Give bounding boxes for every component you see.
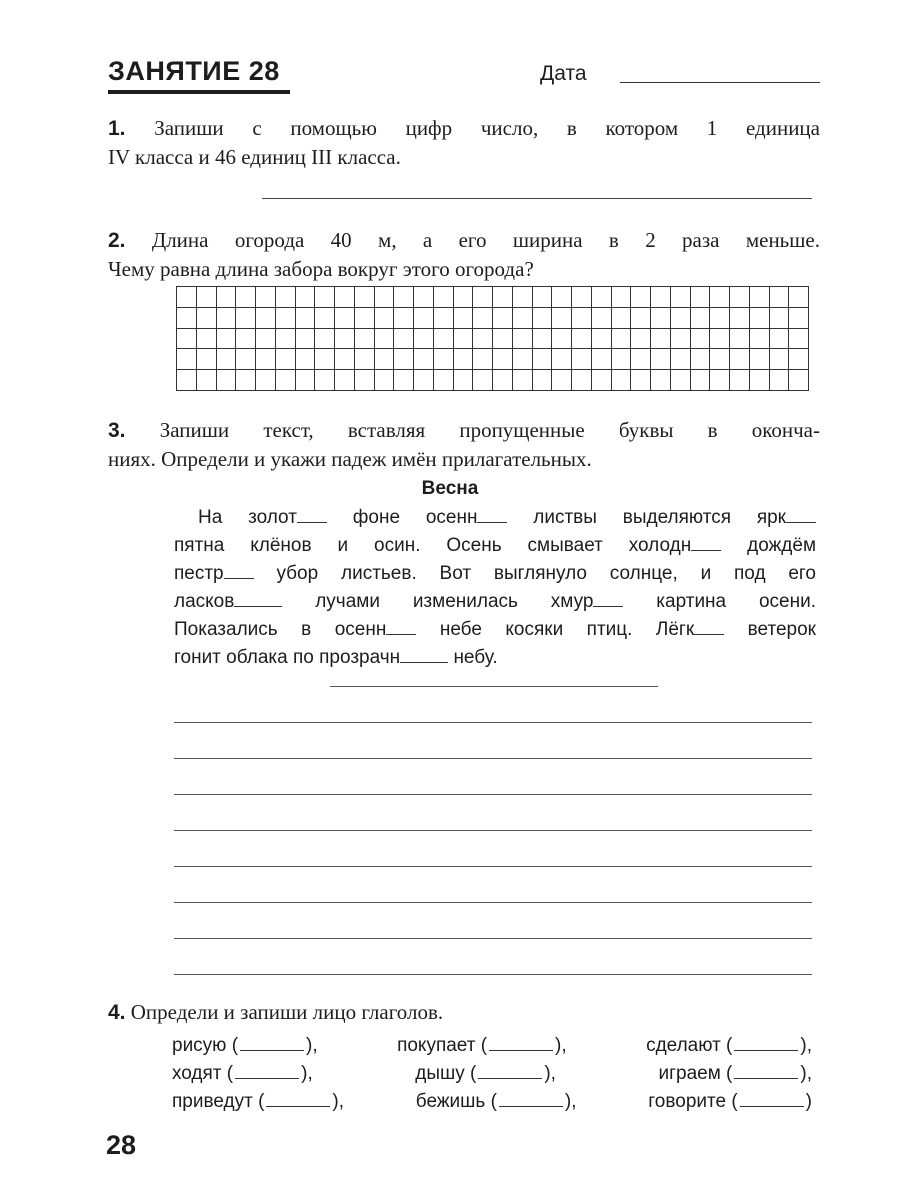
grid-cell[interactable] xyxy=(414,370,434,391)
writing-line[interactable] xyxy=(174,794,812,795)
verb-word: ходят xyxy=(172,1063,222,1084)
grid-cell[interactable] xyxy=(671,349,691,370)
grid-cell[interactable] xyxy=(315,308,335,329)
grid-cell[interactable] xyxy=(691,329,711,350)
writing-line[interactable] xyxy=(174,830,812,831)
person-blank[interactable] xyxy=(240,1050,304,1051)
grid-cell[interactable] xyxy=(296,308,316,329)
grid-cell[interactable] xyxy=(592,370,612,391)
grid-cell[interactable] xyxy=(770,287,790,308)
grid-cell[interactable] xyxy=(335,329,355,350)
grid-cell[interactable] xyxy=(434,308,454,329)
grid-cell[interactable] xyxy=(671,329,691,350)
writing-line[interactable] xyxy=(174,722,812,723)
letter-blank[interactable] xyxy=(694,634,724,635)
grid-cell[interactable] xyxy=(631,308,651,329)
grid-cell[interactable] xyxy=(750,349,770,370)
letter-blank[interactable] xyxy=(400,662,448,663)
grid-cell[interactable] xyxy=(710,370,730,391)
grid-cell[interactable] xyxy=(552,308,572,329)
task-4-number: 4. xyxy=(108,1001,126,1024)
grid-cell[interactable] xyxy=(730,349,750,370)
grid-cell[interactable] xyxy=(197,349,217,370)
person-blank[interactable] xyxy=(235,1078,299,1079)
grid-cell[interactable] xyxy=(315,370,335,391)
grid-cell[interactable] xyxy=(572,287,592,308)
grid-cell[interactable] xyxy=(770,308,790,329)
verb-item: дышу ( ), xyxy=(415,1063,556,1084)
story-line-4 xyxy=(174,588,816,616)
grid-cell[interactable] xyxy=(473,308,493,329)
grid-cell[interactable] xyxy=(592,287,612,308)
grid-cell[interactable] xyxy=(276,370,296,391)
date-input-line[interactable] xyxy=(620,82,820,83)
grid-cell[interactable] xyxy=(236,329,256,350)
grid-cell[interactable] xyxy=(513,329,533,350)
letter-blank[interactable] xyxy=(593,606,623,607)
grid-cell[interactable] xyxy=(552,370,572,391)
writing-line[interactable] xyxy=(174,902,812,903)
grid-cell[interactable] xyxy=(315,349,335,370)
grid-cell[interactable] xyxy=(572,370,592,391)
task-3-text-1: Запиши текст, вставляя пропущенные буквы в оконча- xyxy=(159,418,821,442)
verb-table xyxy=(172,1032,812,1116)
verb-word: дышу xyxy=(415,1063,465,1084)
grid-cell[interactable] xyxy=(276,308,296,329)
story-line-5 xyxy=(174,616,816,644)
grid-cell[interactable] xyxy=(375,329,395,350)
grid-cell[interactable] xyxy=(434,370,454,391)
grid-cell[interactable] xyxy=(651,308,671,329)
story-title: Весна xyxy=(421,478,479,499)
grid-cell[interactable] xyxy=(434,287,454,308)
grid-cell[interactable] xyxy=(513,349,533,370)
writing-title-line[interactable] xyxy=(330,686,658,687)
grid-cell[interactable] xyxy=(335,370,355,391)
grid-cell[interactable] xyxy=(217,287,237,308)
letter-blank[interactable] xyxy=(386,634,416,635)
story-fragment: пятна клёнов и осин. Осень смывает холодн xyxy=(174,535,692,556)
grid-cell[interactable] xyxy=(473,329,493,350)
grid-cell[interactable] xyxy=(730,308,750,329)
grid-cell[interactable] xyxy=(691,370,711,391)
story-fragment: фоне осенн xyxy=(352,507,478,528)
grid-cell[interactable] xyxy=(375,287,395,308)
person-blank[interactable] xyxy=(499,1106,563,1107)
grid-cell[interactable] xyxy=(770,349,790,370)
letter-blank[interactable] xyxy=(234,606,282,607)
story-fragment: небу. xyxy=(453,647,498,668)
task-3-line-1 xyxy=(108,416,820,445)
grid-cell[interactable] xyxy=(236,370,256,391)
person-blank[interactable] xyxy=(734,1078,798,1079)
grid-cell[interactable] xyxy=(770,370,790,391)
grid-cell[interactable] xyxy=(394,349,414,370)
grid-cell[interactable] xyxy=(671,287,691,308)
task-4 xyxy=(108,998,820,1027)
story-fragment: листвы выделяются ярк xyxy=(533,507,786,528)
grid-cell[interactable] xyxy=(296,287,316,308)
task-4-line-1 xyxy=(108,998,820,1027)
grid-cell[interactable] xyxy=(710,308,730,329)
story-fragment: пестр xyxy=(174,563,224,584)
grid-cell[interactable] xyxy=(612,308,632,329)
grid-cell[interactable] xyxy=(513,370,533,391)
grid-cell[interactable] xyxy=(789,370,809,391)
grid-cell[interactable] xyxy=(651,329,671,350)
grid-cell[interactable] xyxy=(533,349,553,370)
grid-cell[interactable] xyxy=(414,308,434,329)
grid-cell[interactable] xyxy=(197,329,217,350)
grid-cell[interactable] xyxy=(296,370,316,391)
grid-cell[interactable] xyxy=(513,308,533,329)
grid-cell[interactable] xyxy=(493,287,513,308)
story-fragment: ветерок xyxy=(747,619,816,640)
writing-line[interactable] xyxy=(174,758,812,759)
story-fragment: гонит облака по прозрачн xyxy=(174,647,401,668)
grid-cell[interactable] xyxy=(177,370,197,391)
verb-item: рисую ( ), xyxy=(172,1035,318,1056)
grid-cell[interactable] xyxy=(493,370,513,391)
grid-cell[interactable] xyxy=(335,287,355,308)
grid-cell[interactable] xyxy=(256,370,276,391)
grid-cell[interactable] xyxy=(710,349,730,370)
task-1-line-1 xyxy=(108,114,820,143)
grid-cell[interactable] xyxy=(414,349,434,370)
lesson-title: ЗАНЯТИЕ 28 xyxy=(108,56,280,86)
grid-cell[interactable] xyxy=(454,349,474,370)
grid-cell[interactable] xyxy=(710,329,730,350)
grid-cell[interactable] xyxy=(177,349,197,370)
verb-item: бежишь ( ), xyxy=(415,1091,577,1112)
letter-blank[interactable] xyxy=(297,522,327,523)
grid-cell[interactable] xyxy=(414,329,434,350)
grid-cell[interactable] xyxy=(236,308,256,329)
grid-cell[interactable] xyxy=(789,308,809,329)
verb-item: покупает ( ), xyxy=(397,1035,567,1056)
grid-cell[interactable] xyxy=(533,308,553,329)
grid-cell[interactable] xyxy=(493,349,513,370)
grid-cell[interactable] xyxy=(454,370,474,391)
story-fragment: ласков xyxy=(174,591,235,612)
writing-line[interactable] xyxy=(174,974,812,975)
date-label: Дата xyxy=(540,62,587,85)
story-line-1 xyxy=(174,504,816,532)
grid-cell[interactable] xyxy=(256,349,276,370)
grid-cell[interactable] xyxy=(493,308,513,329)
story-line-2 xyxy=(174,532,816,560)
grid-cell[interactable] xyxy=(552,329,572,350)
grid-cell[interactable] xyxy=(315,287,335,308)
verb-item: говорите ( ) xyxy=(648,1091,812,1112)
letter-blank[interactable] xyxy=(477,522,507,523)
grid-cell[interactable] xyxy=(177,308,197,329)
grid-cell[interactable] xyxy=(276,329,296,350)
grid-cell[interactable] xyxy=(197,370,217,391)
person-blank[interactable] xyxy=(489,1050,553,1051)
grid-cell[interactable] xyxy=(612,370,632,391)
person-blank[interactable] xyxy=(734,1050,798,1051)
grid-cell[interactable] xyxy=(375,349,395,370)
grid-cell[interactable] xyxy=(473,349,493,370)
story-line-3 xyxy=(174,560,816,588)
grid-cell[interactable] xyxy=(197,287,217,308)
verb-word: бежишь xyxy=(415,1091,486,1112)
grid-cell[interactable] xyxy=(355,370,375,391)
grid-cell[interactable] xyxy=(434,329,454,350)
story-fragment: картина осени. xyxy=(656,591,817,612)
grid-cell[interactable] xyxy=(473,370,493,391)
verb-word: говорите xyxy=(648,1091,727,1112)
grid-cell[interactable] xyxy=(533,329,553,350)
task-1 xyxy=(108,114,820,171)
task-4-text-1: Определи и запиши лицо глаголов. xyxy=(130,1000,444,1024)
grid-cell[interactable] xyxy=(631,349,651,370)
grid-cell[interactable] xyxy=(493,329,513,350)
grid-cell[interactable] xyxy=(770,329,790,350)
page-number: 28 xyxy=(106,1130,137,1160)
grid-cell[interactable] xyxy=(572,349,592,370)
grid-cell[interactable] xyxy=(276,349,296,370)
grid-cell[interactable] xyxy=(236,349,256,370)
verb-word: приведут xyxy=(172,1091,253,1112)
grid-cell[interactable] xyxy=(394,329,414,350)
grid-cell[interactable] xyxy=(533,287,553,308)
task-2-text-1: Длина огорода 40 м, а его ширина в 2 раза меньше. xyxy=(151,228,821,252)
grid-cell[interactable] xyxy=(414,287,434,308)
grid-cell[interactable] xyxy=(710,287,730,308)
grid-cell[interactable] xyxy=(651,349,671,370)
task-2-line-1 xyxy=(108,226,820,255)
grid-cell[interactable] xyxy=(592,349,612,370)
verb-word: играем xyxy=(658,1063,721,1084)
grid-cell[interactable] xyxy=(473,287,493,308)
grid-cell[interactable] xyxy=(651,370,671,391)
grid-cell[interactable] xyxy=(513,287,533,308)
grid-cell[interactable] xyxy=(730,287,750,308)
story-fragment: лучами изменилась хмур xyxy=(315,591,594,612)
grid-cell[interactable] xyxy=(592,308,612,329)
story-text xyxy=(174,504,816,672)
verb-word: сделают xyxy=(646,1035,721,1056)
writing-line[interactable] xyxy=(174,866,812,867)
grid-cell[interactable] xyxy=(552,349,572,370)
grid-cell[interactable] xyxy=(296,349,316,370)
grid-cell[interactable] xyxy=(631,370,651,391)
grid-cell[interactable] xyxy=(750,287,770,308)
task-1-number: 1. xyxy=(108,117,126,140)
grid-cell[interactable] xyxy=(454,287,474,308)
person-blank[interactable] xyxy=(478,1078,542,1079)
story-fragment: дождём xyxy=(747,535,817,556)
verb-item: сделают ( ), xyxy=(646,1035,812,1056)
grid-cell[interactable] xyxy=(750,308,770,329)
grid-cell[interactable] xyxy=(276,287,296,308)
person-blank[interactable] xyxy=(266,1106,330,1107)
grid-cell[interactable] xyxy=(592,329,612,350)
grid-cell[interactable] xyxy=(730,329,750,350)
grid-cell[interactable] xyxy=(355,287,375,308)
verb-row-3 xyxy=(172,1088,812,1116)
grid-cell[interactable] xyxy=(789,329,809,350)
task-1-answer-line[interactable] xyxy=(262,198,812,199)
verb-word: рисую xyxy=(172,1035,227,1056)
task-2-number: 2. xyxy=(108,229,126,252)
grid-cell[interactable] xyxy=(375,370,395,391)
grid-cell[interactable] xyxy=(631,329,651,350)
grid-cell[interactable] xyxy=(197,308,217,329)
grid-cell[interactable] xyxy=(434,349,454,370)
grid-cell[interactable] xyxy=(355,308,375,329)
grid-cell[interactable] xyxy=(671,308,691,329)
grid-cell[interactable] xyxy=(256,308,276,329)
page-header xyxy=(108,50,820,100)
story-fragment: Показались в осенн xyxy=(174,619,387,640)
grid-cell[interactable] xyxy=(394,308,414,329)
grid-cell[interactable] xyxy=(375,308,395,329)
task-2-answer-grid[interactable] xyxy=(176,286,809,391)
grid-cell[interactable] xyxy=(612,287,632,308)
grid-cell[interactable] xyxy=(691,349,711,370)
task-3 xyxy=(108,416,820,473)
grid-cell[interactable] xyxy=(552,287,572,308)
task-1-line-2: IV класса и 46 единиц III класса. xyxy=(108,145,401,169)
verb-item: ходят ( ), xyxy=(172,1063,313,1084)
grid-cell[interactable] xyxy=(394,287,414,308)
task-2-line-2: Чему равна длина забора вокруг этого огорода? xyxy=(108,257,534,281)
letter-blank[interactable] xyxy=(786,522,816,523)
grid-cell[interactable] xyxy=(691,287,711,308)
grid-cell[interactable] xyxy=(177,329,197,350)
grid-cell[interactable] xyxy=(217,329,237,350)
letter-blank[interactable] xyxy=(224,578,254,579)
letter-blank[interactable] xyxy=(691,550,721,551)
grid-cell[interactable] xyxy=(572,308,592,329)
writing-line[interactable] xyxy=(174,938,812,939)
grid-cell[interactable] xyxy=(394,370,414,391)
grid-cell[interactable] xyxy=(651,287,671,308)
grid-cell[interactable] xyxy=(789,349,809,370)
grid-cell[interactable] xyxy=(572,329,592,350)
grid-cell[interactable] xyxy=(217,308,237,329)
grid-cell[interactable] xyxy=(454,329,474,350)
story-fragment: убор листьев. Вот выглянуло солнце, и под его xyxy=(276,563,816,584)
grid-cell[interactable] xyxy=(335,308,355,329)
grid-cell[interactable] xyxy=(631,287,651,308)
verb-word: покупает xyxy=(397,1035,476,1056)
grid-cell[interactable] xyxy=(315,329,335,350)
grid-cell[interactable] xyxy=(217,349,237,370)
person-blank[interactable] xyxy=(740,1106,804,1107)
grid-cell[interactable] xyxy=(612,329,632,350)
grid-cell[interactable] xyxy=(750,370,770,391)
grid-cell[interactable] xyxy=(335,349,355,370)
grid-cell[interactable] xyxy=(671,370,691,391)
story-fragment: На золот xyxy=(198,507,297,528)
task-3-number: 3. xyxy=(108,419,126,442)
story-line-6 xyxy=(174,644,816,672)
grid-cell[interactable] xyxy=(256,329,276,350)
verb-item: приведут ( ), xyxy=(172,1091,345,1112)
grid-cell[interactable] xyxy=(217,370,237,391)
grid-cell[interactable] xyxy=(236,287,256,308)
grid-cell[interactable] xyxy=(691,308,711,329)
verb-item: играем ( ), xyxy=(658,1063,812,1084)
title-underline xyxy=(108,90,290,94)
grid-cell[interactable] xyxy=(789,287,809,308)
grid-cell[interactable] xyxy=(296,329,316,350)
grid-cell[interactable] xyxy=(256,287,276,308)
grid-cell[interactable] xyxy=(730,370,750,391)
task-1-text-1: Запиши с помощью цифр число, в котором 1 единица xyxy=(154,116,820,140)
grid-cell[interactable] xyxy=(355,329,375,350)
grid-cell[interactable] xyxy=(177,287,197,308)
verb-row-1 xyxy=(172,1032,812,1060)
task-3-line-2: ниях. Определи и укажи падеж имён прилагательных. xyxy=(108,447,592,471)
grid-cell[interactable] xyxy=(355,349,375,370)
verb-row-2 xyxy=(172,1060,812,1088)
task-2 xyxy=(108,226,820,283)
story-fragment: небе косяки птиц. Лёгк xyxy=(439,619,695,640)
grid-cell[interactable] xyxy=(533,370,553,391)
grid-cell[interactable] xyxy=(612,349,632,370)
grid-cell[interactable] xyxy=(750,329,770,350)
grid-cell[interactable] xyxy=(454,308,474,329)
